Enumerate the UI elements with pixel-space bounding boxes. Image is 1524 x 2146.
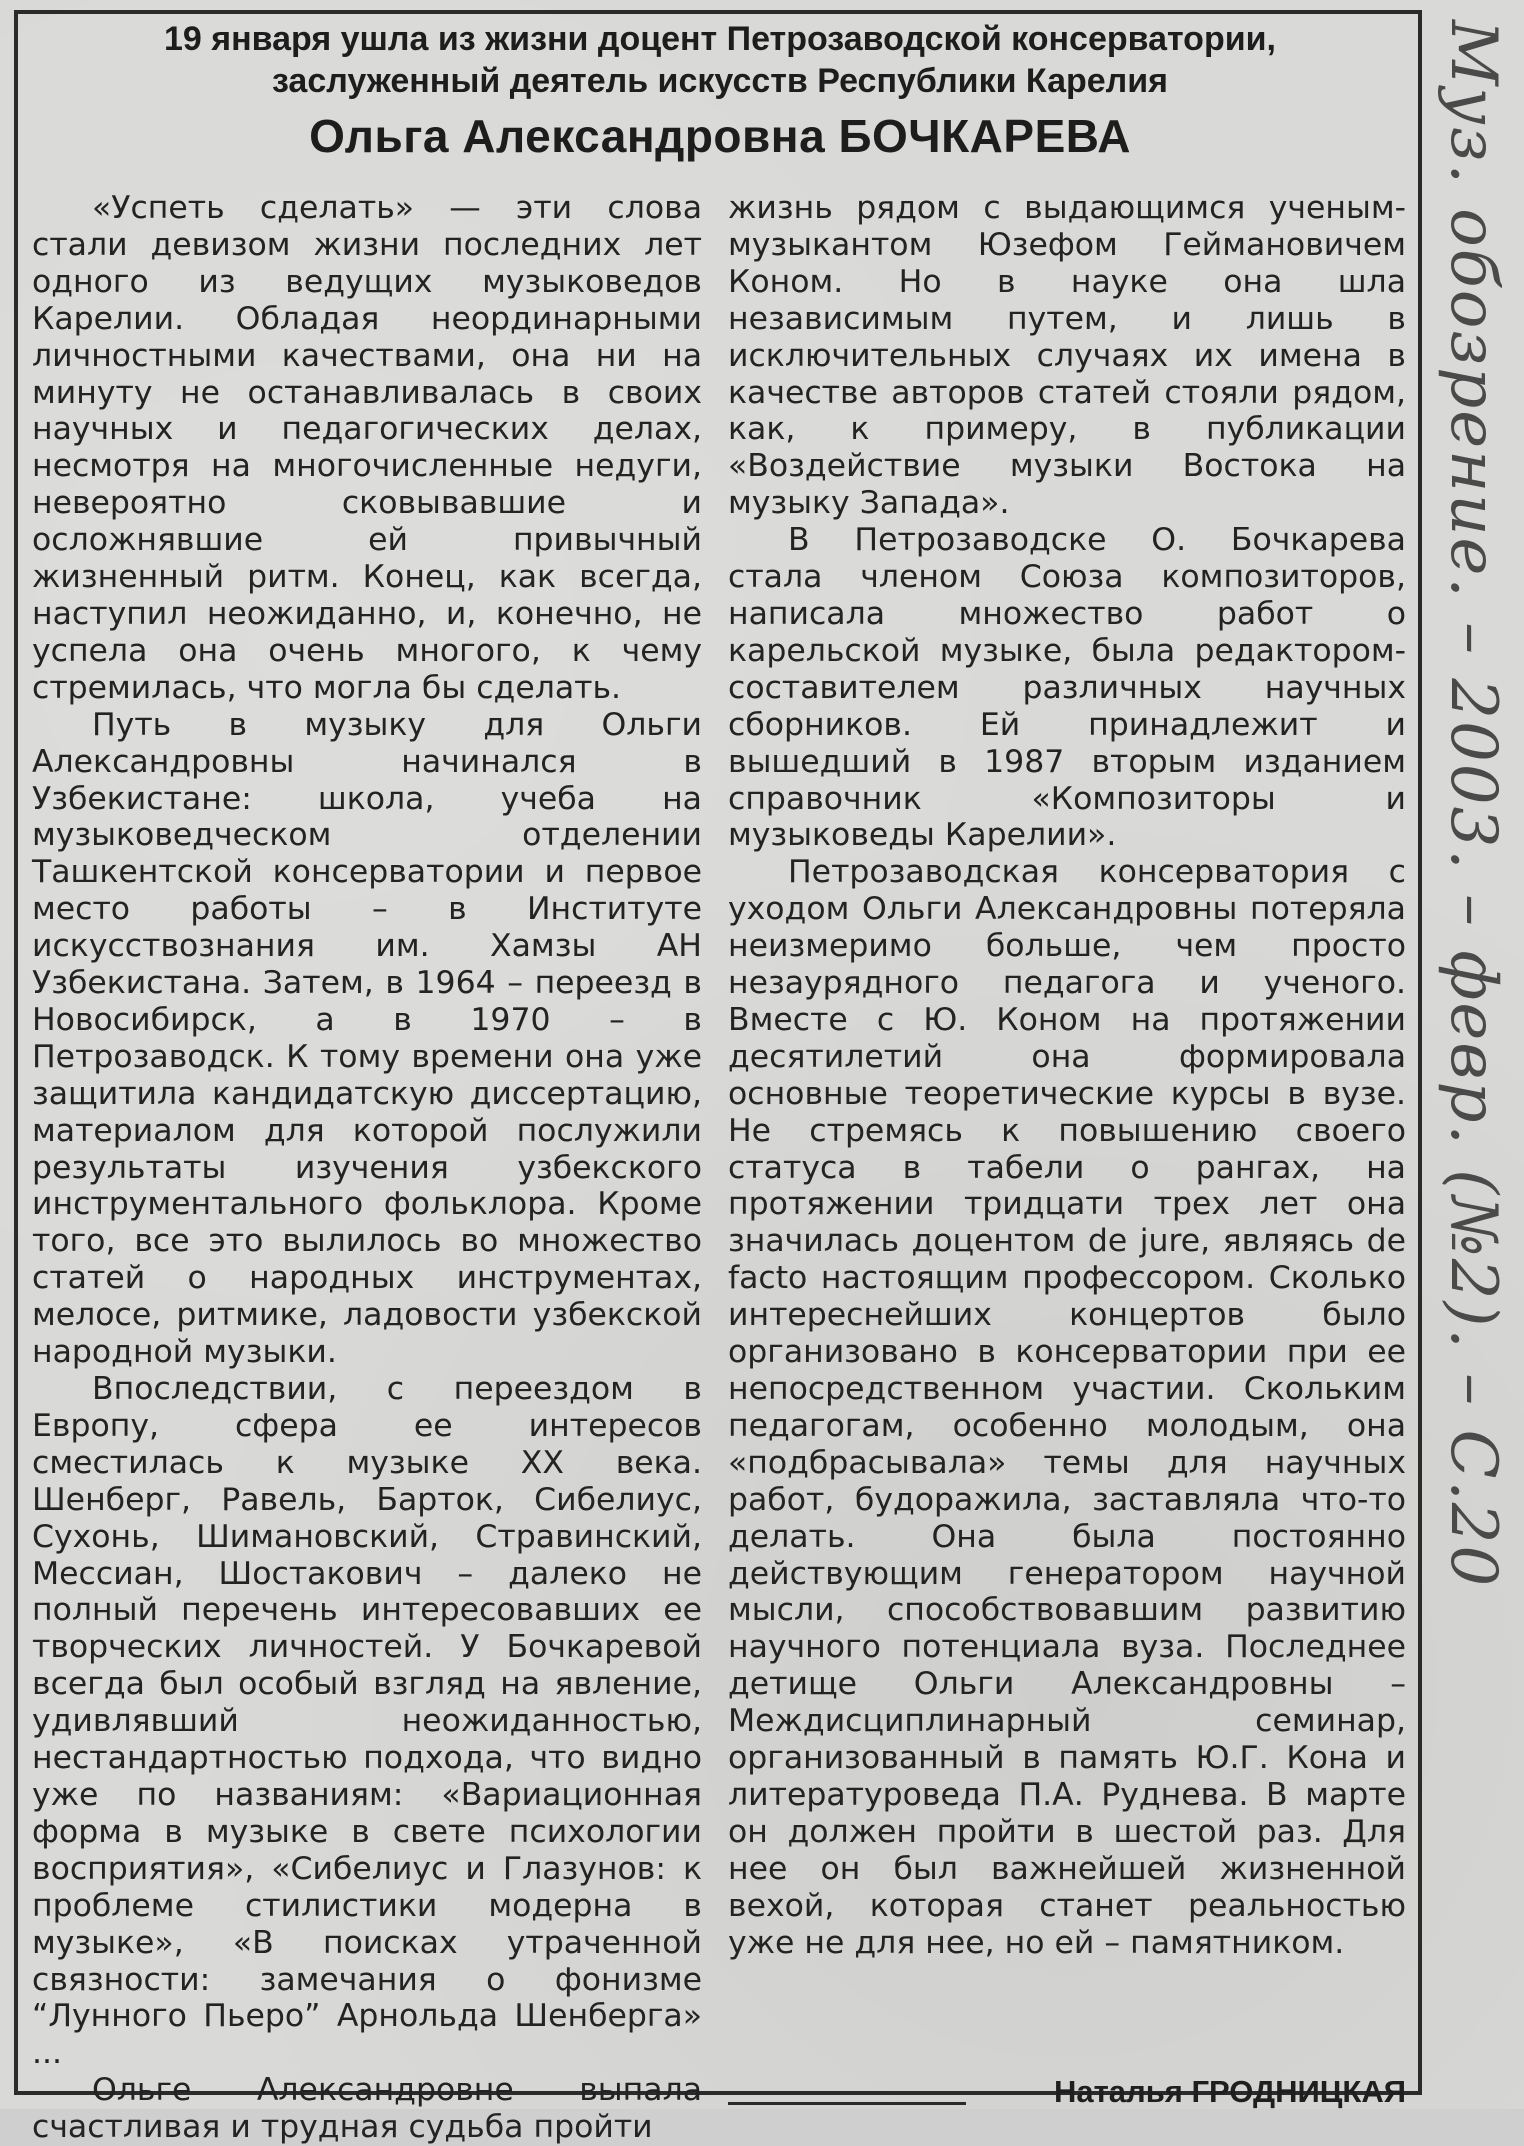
article-column-right [728, 190, 1406, 1962]
byline-rule [728, 2102, 966, 2105]
byline [728, 2074, 1406, 2114]
author-name: Наталья ГРОДНИЦКАЯ [1053, 2074, 1406, 2109]
handwritten-citation-text: Муз. обозрение. – 2003. – февр. (№2). – С.20 [1436, 20, 1510, 1589]
article-header [20, 18, 1420, 164]
article-title: Ольга Александровна БОЧКАРЕВА [309, 110, 1131, 162]
paragraph-continued: жизнь рядом с выдающимся ученым-музыкантом Юзефом Геймановичем Коном. Но в науке она шла независимым путем, и лишь в исключительных случаях их имена в качестве авторов статей стояли рядом, как, к примеру, в публикации «Воздействие музыки Востока на музыку Запада». [728, 190, 1406, 522]
handwritten-citation [1430, 20, 1516, 2090]
paragraph: «Успеть сделать» — эти слова стали девизом жизни последних лет одного из ведущих музыковедов Карелии. Обладая неординарными личностными качествами, она ни на минуту не останавливалась в своих научных и педагогических делах, несмотря на многочисленные недуги, невероятно сковывавшие и осложнявшие ей привычный жизненный ритм. Конец, как всегда, наступил неожиданно, и, конечно, не успела она очень многого, к чему стремилась, что могла бы сделать. [32, 190, 702, 706]
paragraph: Впоследствии, с переездом в Европу, сфера ее интересов сместилась к музыке XX века. Шенберг, Равель, Барток, Сибелиус, Сухонь, Шимановский, Стравинский, Мессиан, Шостакович – далеко не полный перечень интересовавших ее творческих личностей. У Бочкаревой всегда был особый взгляд на явление, удивлявший неожиданностью, нестандартностью подхода, что видно уже по названиям: «Вариационная форма в музыке в свете психологии восприятия», «Сибелиус и Глазунов: к проблеме стилистики модерна в музыке», «В поисках утраченной связности: замечания о фонизме “Лунного Пьеро” Арнольда Шенберга» ... [32, 1371, 702, 2072]
paragraph: В Петрозаводске О. Бочкарева стала членом Союза композиторов, написала множество работ о карельской музыке, была редактором-составителем различных научных сборников. Ей принадлежит и вышедший в 1987 вторым изданием справочник «Композиторы и музыковеды Карелии». [728, 522, 1406, 854]
paragraph: Петрозаводская консерватория с уходом Ольги Александровны потеряла неизмеримо больше, чем просто незаурядного педагога и ученого. Вместе с Ю. Коном на протяжении десятилетий она формировала основные теоретические курсы в вузе. Не стремясь к повышению своего статуса в табели о рангах, на протяжении тридцати трех лет она значилась доцентом de jure, являясь de facto настоящим профессором. Сколько интереснейших концертов было организовано в консерватории при ее непосредственном участии. Скольким педагогам, особенно молодым, она «подбрасывала» темы для научных работ, будоражила, заставляла что-то делать. Она была постоянно действующим генератором научной мысли, способствовавшим развитию научного потенциала вуза. Последнее детище Ольги Александровны – Междисциплинарный семинар, организованный в память Ю.Г. Кона и литературоведа П.А. Руднева. В марте он должен пройти в шестой раз. Для нее он был важнейшей жизненной вехой, которая станет реальностью уже не для нее, но ей – памятником. [728, 854, 1406, 1961]
paragraph: Путь в музыку для Ольги Александровны начинался в Узбекистане: школа, учеба на музыковедческом отделении Ташкентской консерватории и первое место работы – в Институте искусствознания им. Хамзы АН Узбекистана. Затем, в 1964 – переезд в Новосибирск, а в 1970 – в Петрозаводск. К тому времени она уже защитила кандидатскую диссертацию, материалом для которой послужили результаты изучения узбекского инструментального фольклора. Кроме того, все это вылилось во множество статей о народных инструментах, мелосе, ритмике, ладовости узбекской народной музыки. [32, 706, 702, 1371]
obituary-subtitle-line-1: 19 января ушла из жизни доцент Петрозаводской консерватории, [164, 20, 1276, 58]
paragraph: Ольге Александровне выпала счастливая и трудная судьба пройти [32, 2072, 702, 2146]
article-column-left [32, 190, 702, 2146]
obituary-subtitle-line-2: заслуженный деятель искусств Республики Карелия [271, 62, 1169, 100]
